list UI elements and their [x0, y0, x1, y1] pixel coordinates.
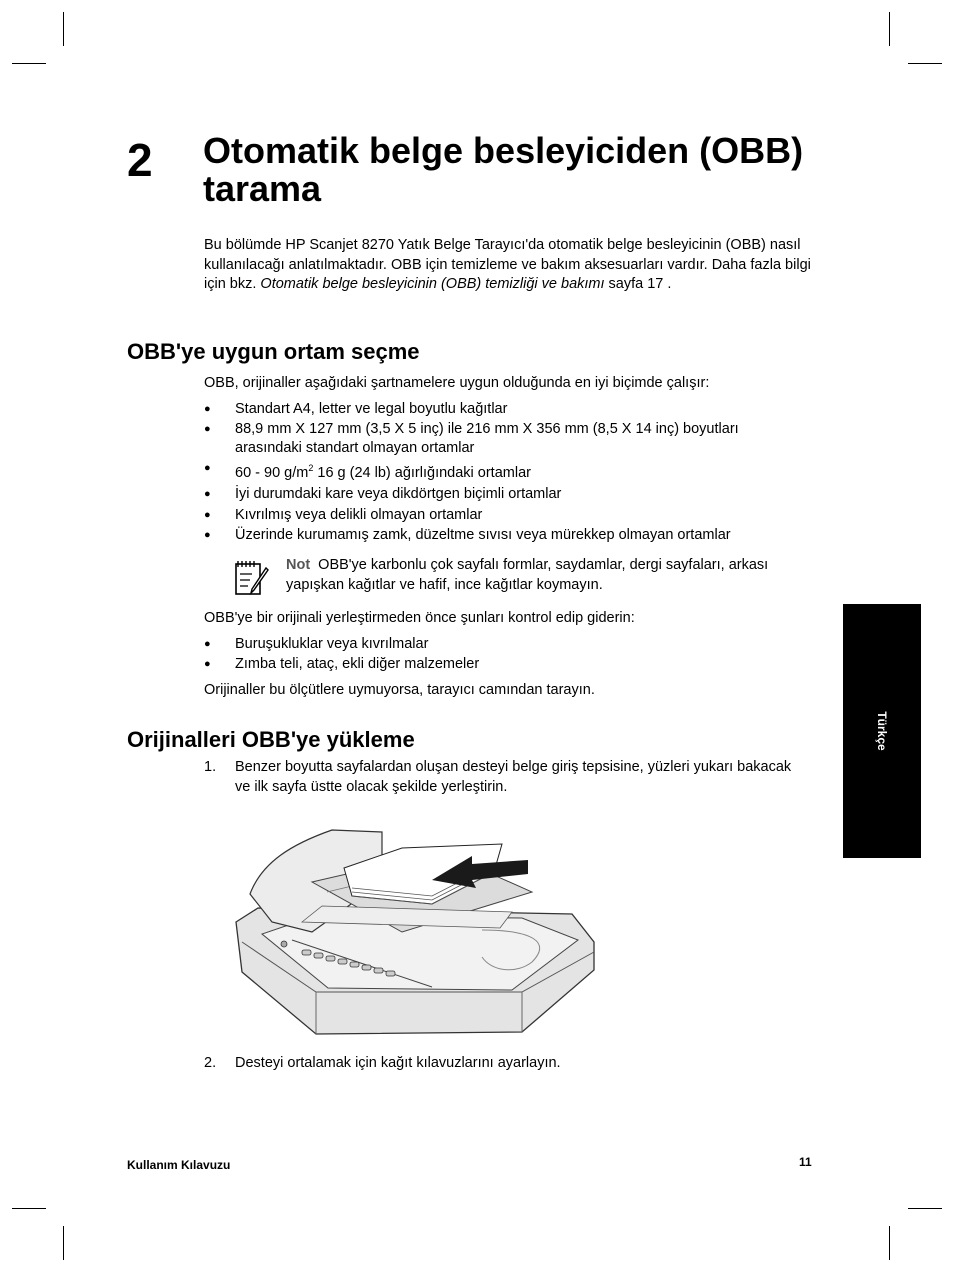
step-item: 1. Benzer boyutta sayfalardan oluşan desteyi belge giriş tepsisine, yüzleri yukarı bakacak ve ilk sayfa üstte olacak şekilde yerleştirin. — [204, 759, 792, 795]
crop-mark — [63, 12, 64, 46]
loading-steps — [204, 758, 804, 797]
language-label: Türkçe — [875, 711, 889, 751]
chapter-number: 2 — [127, 134, 153, 186]
list-item: ● 60 - 90 $g/m^2$ 16 g (24 lb) ağırlığındaki ortamlar — [204, 459, 804, 483]
page-number: 11 — [799, 1155, 812, 1169]
list-item: ● Üzerinde kurumamış zamk, düzeltme sıvısı veya mürekkep olmayan ortamlar — [204, 526, 804, 546]
intro-paragraph — [204, 236, 814, 295]
list-item: ● Standart A4, letter ve legal boyutlu kağıtlar — [204, 400, 804, 420]
media-lead: OBB, orijinaller aşağıdaki şartnamelere uygun olduğunda en iyi biçimde çalışır: — [204, 375, 710, 391]
list-item: ● Zımba teli, ataç, ekli diğer malzemeler — [204, 655, 804, 675]
list-item: ● Buruşukluklar veya kıvrılmalar — [204, 635, 804, 655]
media-requirements-list — [204, 400, 804, 545]
scanner-illustration — [232, 822, 602, 1050]
crop-mark — [889, 12, 890, 46]
crop-mark — [12, 63, 46, 64]
intro-cross-reference[interactable]: Otomatik belge besleyicinin (OBB) temizliği ve bakımı — [260, 276, 605, 292]
crop-mark — [908, 63, 942, 64]
note-pencil-icon — [232, 558, 272, 598]
note-text: OBB'ye karbonlu çok sayfalı formlar, saydamlar, dergi sayfaları, arkası yapışkan kağıtlar ve hafif, ince kağıtlar koymayın. — [286, 557, 769, 593]
intro-suffix: sayfa 17 . — [604, 276, 672, 292]
crop-mark — [12, 1208, 46, 1209]
language-side-tab — [843, 604, 921, 858]
loading-steps-continued — [204, 1054, 804, 1074]
list-item: ● 88,9 mm X 127 mm (3,5 X 5 inç) ile 216 mm X 356 mm (8,5 X 14 inç) boyutları arasındaki standart olmayan ortamlar — [204, 420, 804, 459]
crop-mark — [908, 1208, 942, 1209]
footer-manual-title: Kullanım Kılavuzu — [127, 1158, 231, 1172]
closing-text: Orijinaller bu ölçütlere uymuyorsa, tarayıcı camından tarayın. — [204, 682, 595, 698]
list-item: ● İyi durumdaki kare veya dikdörtgen biçimli ortamlar — [204, 485, 804, 505]
crop-mark — [889, 1226, 890, 1260]
chapter-title: Otomatik belge besleyiciden (OBB) tarama — [203, 130, 804, 209]
check-lead: OBB'ye bir orijinali yerleştirmeden önce şunları kontrol edip giderin: — [204, 610, 635, 626]
crop-mark — [63, 1226, 64, 1260]
check-list — [204, 635, 804, 674]
list-item: ● Kıvrılmış veya delikli olmayan ortamlar — [204, 506, 804, 526]
intro-text: Bu bölümde HP Scanjet 8270 Yatık Belge Tarayıcı'da otomatik belge besleyicinin (OBB) nasıl kullanılacağı anlatılmaktadır. OBB için temizleme ve bakım aksesuarları vardır. Daha fazla bilgi için bkz. — [204, 237, 811, 292]
section-heading-media: OBB'ye uygun ortam seçme — [127, 339, 420, 364]
section-heading-loading: Orijinalleri OBB'ye yükleme — [127, 727, 415, 752]
note-label: Not — [286, 557, 311, 573]
step-item: 2. Desteyi ortalamak için kağıt kılavuzlarını ayarlayın. — [204, 1055, 561, 1071]
